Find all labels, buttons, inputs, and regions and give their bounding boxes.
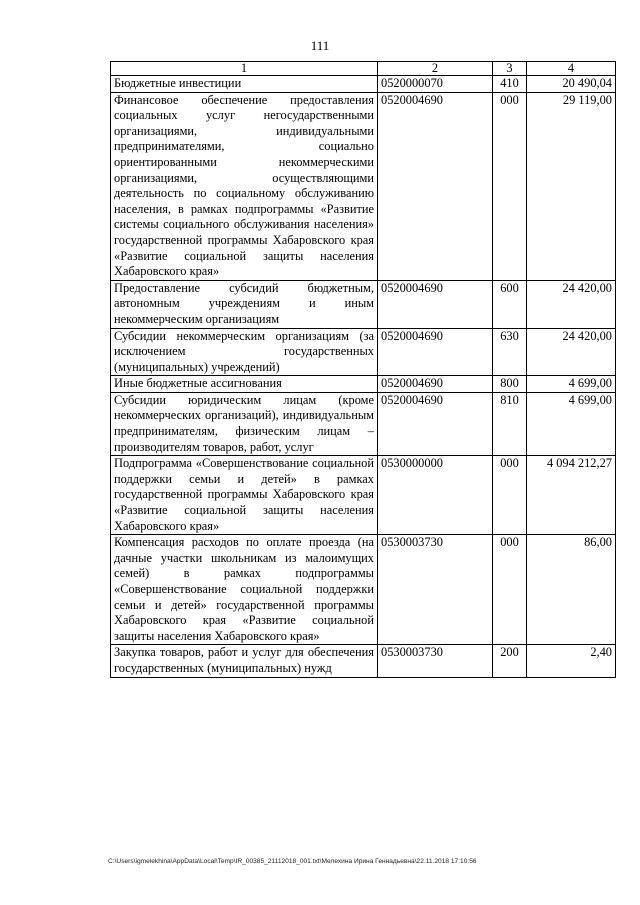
row-code: 0520000070 [378,76,493,93]
table-row [111,92,616,280]
table-row [111,76,616,93]
row-code: 0520004690 [378,376,493,393]
table-row [111,392,616,455]
column-header-type: 3 [493,62,527,76]
row-code: 0520004690 [378,280,493,328]
row-amount: 2,40 [527,645,616,677]
row-type: 200 [493,645,527,677]
row-code: 0530003730 [378,535,493,645]
row-type: 000 [493,535,527,645]
row-type: 810 [493,392,527,455]
table-header-row [111,62,616,76]
row-name: Предоставление субсидий бюджетным, автономным учреждениям и иным некоммерческим организациям [111,280,378,328]
row-name: Субсидии юридическим лицам (кроме некоммерческих организаций), индивидуальным предпринимателям, физическим лицам – производителям товаров, работ, услуг [111,392,378,455]
row-name: Субсидии некоммерческим организациям (за исключением государственных (муниципальных) учреждений) [111,328,378,376]
row-name: Закупка товаров, работ и услуг для обеспечения государственных (муниципальных) нужд [111,645,378,677]
row-name: Иные бюджетные ассигнования [111,376,378,393]
budget-table [110,61,616,678]
row-type: 000 [493,92,527,280]
table-row [111,456,616,535]
table-row [111,645,616,677]
table-row [111,535,616,645]
row-amount: 4 699,00 [527,392,616,455]
table-row [111,376,616,393]
row-code: 0520004690 [378,392,493,455]
row-name: Бюджетные инвестиции [111,76,378,93]
row-name: Компенсация расходов по оплате проезда (на дачные участки школьникам из малоимущих семей) в рамках подпрограммы «Совершенствование социальной поддержки семьи и детей» государственной программы Хабаровского края «Развитие социальной защиты населения Хабаровского края» [111,535,378,645]
column-header-amount: 4 [527,62,616,76]
row-code: 0520004690 [378,328,493,376]
table-row [111,328,616,376]
table-row [111,280,616,328]
file-path-footer: C:\Users\igmelekhina\AppData\Local\Temp\IR_00385_21112018_001.txt\Мелехина Ирина Геннадьевна\22.11.2018 17:10:56 [108,858,477,865]
row-type: 630 [493,328,527,376]
row-name: Финансовое обеспечение предоставления социальных услуг негосударственными организациями, индивидуальными предпринимателями, социально ориентированными некоммерческими организациями, осуществляющими деятельность по социальному обслуживанию населения, в рамках подпрограммы «Развитие системы социального обслуживания населения» государственной программы Хабаровского края «Развитие социальной защиты населения Хабаровского края» [111,92,378,280]
row-type: 000 [493,456,527,535]
column-header-code: 2 [378,62,493,76]
row-amount: 4 699,00 [527,376,616,393]
row-amount: 86,00 [527,535,616,645]
row-name: Подпрограмма «Совершенствование социальной поддержки семьи и детей» в рамках государственной программы Хабаровского края «Развитие социальной защиты населения Хабаровского края» [111,456,378,535]
row-type: 800 [493,376,527,393]
row-code: 0520004690 [378,92,493,280]
row-amount: 29 119,00 [527,92,616,280]
row-code: 0530000000 [378,456,493,535]
row-amount: 4 094 212,27 [527,456,616,535]
page-number: 111 [310,38,330,53]
row-amount: 24 420,00 [527,280,616,328]
row-code: 0530003730 [378,645,493,677]
row-amount: 24 420,00 [527,328,616,376]
row-type: 600 [493,280,527,328]
column-header-name: 1 [111,62,378,76]
row-amount: 20 490,04 [527,76,616,93]
row-type: 410 [493,76,527,93]
